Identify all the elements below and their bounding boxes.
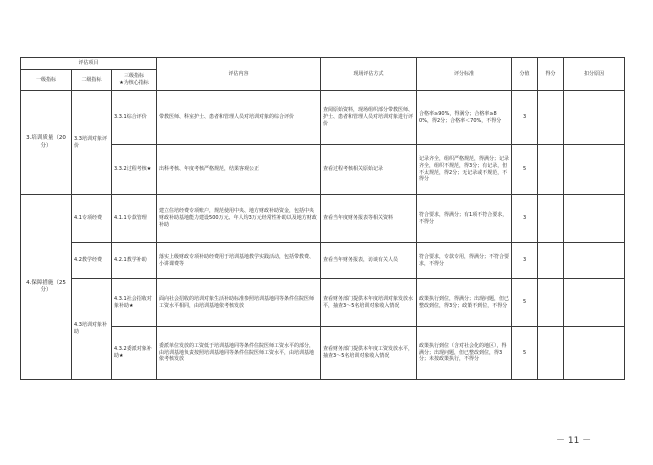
standard-cell: 政策执行到位，得满分；出现问题，但已整改到位，得3分；政策不到位，不得分 (417, 279, 512, 327)
level1-cell: 3.培训质量（20分） (21, 91, 72, 195)
header-score: 分值 (512, 58, 538, 91)
header-content: 评估内容 (157, 58, 321, 91)
level2-cell: 4.2教学经费 (72, 243, 112, 279)
standard-cell: 记录齐全，组织严格规范，得满分；记录齐全，组织不规范，得3分；有记录，但不太规范，得2分；无记录或不规范，不得分 (417, 145, 512, 195)
page-number: － 11 － (556, 436, 592, 446)
method-cell: 查看当年财务报表，访谈有关人员 (321, 243, 417, 279)
level2-cell: 4.3培训对象补助 (72, 279, 112, 380)
standard-cell: 符合要求，专款专用，得满分；不符合要求，不得分 (417, 243, 512, 279)
deduct-cell (564, 243, 625, 279)
standard-cell: 政策执行到位（含对社会化的地区），得满分；出现问题，但已整改到位，得3分；未按政策执行，不得分 (417, 327, 512, 380)
deduct-cell (564, 145, 625, 195)
score-cell: 5 (512, 279, 538, 327)
level3-cell: 3.3.2过程考核★ (112, 145, 157, 195)
header-level1: 一级指标 (21, 70, 72, 91)
score-cell: 5 (512, 145, 538, 195)
deduct-cell (564, 279, 625, 327)
content-cell: 面向社会招收的培训对象生活补助标准参照培训基地同等条件住院医师工资水平相同，由培训基地依考核发放 (157, 279, 321, 327)
header-deduct: 扣分原因 (564, 58, 625, 91)
table-row (21, 145, 625, 195)
table-row (21, 243, 625, 279)
got-cell (538, 195, 564, 243)
level2-cell: 3.3培训对象评价 (72, 91, 112, 195)
got-cell (538, 91, 564, 145)
table-row (21, 91, 625, 145)
content-cell: 建立住培经费专项账户，规范使用中央、地方财政补助资金，包括中央财政补助基地能力建设500万元、年人均3万元经常性补助以及地方财政补助 (157, 195, 321, 243)
content-cell: 出科考核、年度考核严格规范，结果客观公正 (157, 145, 321, 195)
header-level3 (112, 70, 157, 91)
level3-cell: 4.2.1教学补助 (112, 243, 157, 279)
score-cell: 5 (512, 327, 538, 380)
got-cell (538, 145, 564, 195)
evaluation-table (20, 57, 625, 380)
level3-cell: 3.3.1综合评价 (112, 91, 157, 145)
table-row (21, 279, 625, 327)
header-got: 得分 (538, 58, 564, 91)
table-row (21, 195, 625, 243)
standard-cell: 符合要求，得满分；有1项不符合要求，不得分 (417, 195, 512, 243)
score-cell: 3 (512, 195, 538, 243)
header-standard: 评分标准 (417, 58, 512, 91)
level3-cell: 4.3.1社会招收对象补助★ (112, 279, 157, 327)
header-eval-items: 评估项目 (21, 58, 157, 70)
content-cell: 委派单位发放的工资低于培训基地同等条件住院医师工资水平的部分，由培训基地负责按照培训基地同等条件住院医师工资水平，由培训基地依考核发放 (157, 327, 321, 380)
score-cell: 3 (512, 91, 538, 145)
level1-cell: 4.保障措施（25分） (21, 195, 72, 380)
header-method: 现场评估方式 (321, 58, 417, 91)
level2-cell: 4.1专项经费 (72, 195, 112, 243)
level3-cell: 4.3.2委派对象补助★ (112, 327, 157, 380)
method-cell: 查看过程考核相关原始记录 (321, 145, 417, 195)
deduct-cell (564, 195, 625, 243)
method-cell: 查看财务部门提供本年度工资发放水平，抽查3～5名培训对象收入情况 (321, 327, 417, 380)
header-level3-title: 三级指标 (124, 73, 145, 80)
deduct-cell (564, 327, 625, 380)
content-cell: 带教医师、科室护士、患者和管理人员对培训对象的综合评价 (157, 91, 321, 145)
table-row (21, 327, 625, 380)
got-cell (538, 327, 564, 380)
header-level3-note: ★为核心指标 (119, 80, 149, 86)
deduct-cell (564, 91, 625, 145)
method-cell: 查阅原始资料，现场组织部分带教医师、护士、患者和管理人员对培训对象进行评价 (321, 91, 417, 145)
content-cell: 落实上级财政专项补助经费用于培训基地教学实践活动，包括带教费、小讲课费等 (157, 243, 321, 279)
header-level2: 二级指标 (72, 70, 112, 91)
got-cell (538, 279, 564, 327)
score-cell: 3 (512, 243, 538, 279)
got-cell (538, 243, 564, 279)
method-cell: 查看财务部门提供本年度培训对象发放水平，抽查3～5名培训对象收入情况 (321, 279, 417, 327)
level3-cell: 4.1.1专款管理 (112, 195, 157, 243)
header-row-1 (21, 58, 625, 70)
method-cell: 查看当年度财务报表等相关资料 (321, 195, 417, 243)
standard-cell: 合格率≥90%，得满分；合格率≥80%，得2分；合格率＜70%，不得分 (417, 91, 512, 145)
